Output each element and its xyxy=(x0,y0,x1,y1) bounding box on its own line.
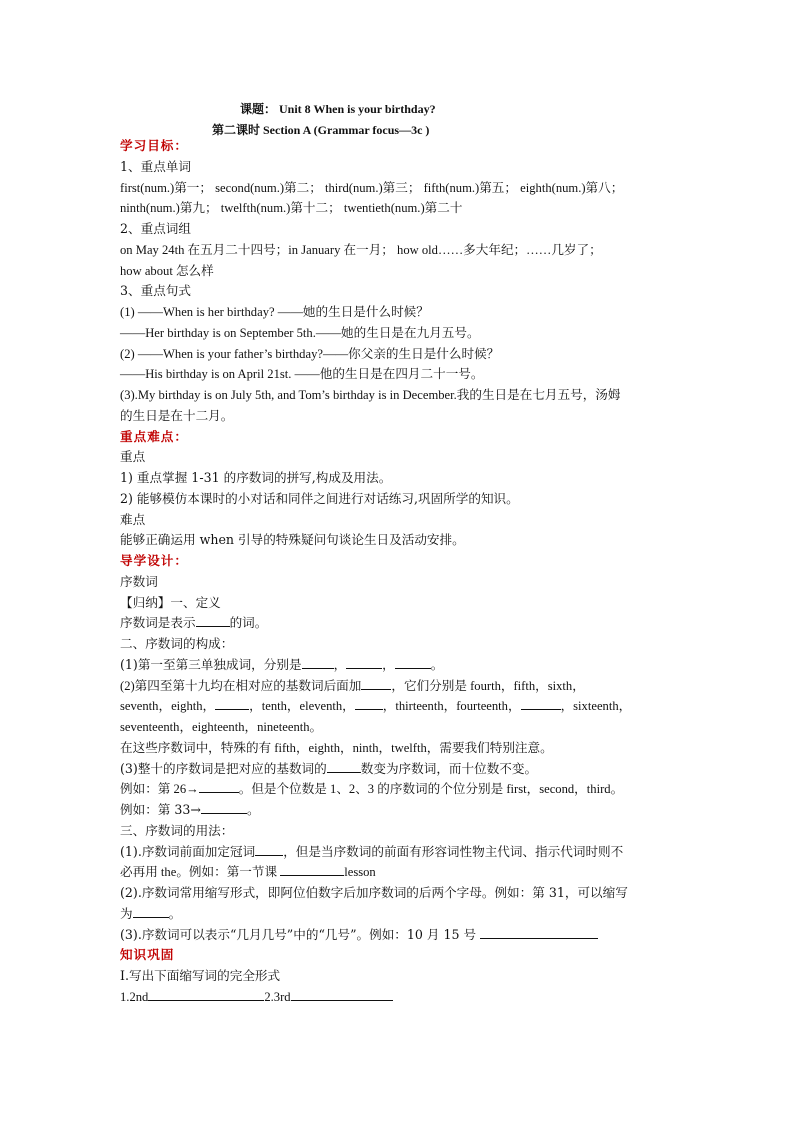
fill-blank[interactable] xyxy=(201,801,247,814)
fill-blank[interactable] xyxy=(361,677,391,690)
exercise-items: 1.2nd 2.3rd xyxy=(120,987,676,1008)
usage-3: (3).序数词可以表示“几月几号”中的“几号”。例如：10 月 15 号 xyxy=(120,925,676,946)
phrases-line-1: on May 24th 在五月二十四号；in January 在一月； how old……多大年纪；……几岁了； xyxy=(120,242,602,257)
sentence-1: (1) ——When is her birthday? ——她的生日是什么时候？ xyxy=(120,305,429,319)
fill-blank[interactable] xyxy=(480,926,598,939)
usage-heading: 三、序数词的用法： xyxy=(120,822,234,838)
fill-blank[interactable] xyxy=(215,697,249,710)
exercise-heading: Ⅰ.写出下面缩写词的完全形式 xyxy=(120,968,281,983)
objectives-heading: 学习目标： xyxy=(120,138,188,153)
fill-blank[interactable] xyxy=(291,988,393,1001)
formation-7: 例如：第 26→ 。但是个位数是 1、2、3 的序数词的个位分别是 first，second，third。 xyxy=(120,782,624,797)
hard-label: 难点 xyxy=(120,511,146,527)
fill-blank[interactable] xyxy=(395,656,431,669)
key-label: 重点 xyxy=(120,449,146,465)
fill-blank[interactable] xyxy=(199,780,239,793)
formation-8: 例如：第 33→ 。 xyxy=(120,802,260,817)
fill-blank[interactable] xyxy=(327,760,361,773)
hard-point-1: 能够正确运用 when 引导的特殊疑问句谈论生日及活动安排。 xyxy=(120,532,465,548)
usage-2: (2).序数词常用缩写形式，即阿位伯数字后加序数词的后两个字母。例如：第 31，可以缩写 xyxy=(120,885,628,900)
sentence-1-answer: ——Her birthday is on September 5th.——她的生日是在九月五号。 xyxy=(120,325,480,340)
sentence-3-cont: 的生日是在十二月。 xyxy=(120,407,234,423)
formation-4: seventeenth，eighteenth，nineteenth。 xyxy=(120,720,323,734)
formation-3: seventh，eighth， ，tenth，eleventh， ，thirteenth，fourteenth， ，sixteenth， xyxy=(120,699,632,714)
ordinal-label: 序数词 xyxy=(120,573,158,589)
fill-blank[interactable] xyxy=(196,614,230,627)
fill-blank[interactable] xyxy=(255,843,283,856)
formation-heading: 二、序数词的构成： xyxy=(120,636,234,651)
key-words-line-1: first(num.)第一； second(num.)第二； third(num.)第三； fifth(num.)第五； eighth(num.)第八； xyxy=(120,180,624,195)
key-point-2: 2) 能够模仿本课时的小对话和同伴之间进行对话练习,巩固所学的知识。 xyxy=(120,490,519,506)
fill-blank[interactable] xyxy=(133,905,169,918)
usage-2-cont: 为 。 xyxy=(120,905,182,921)
difficulty-heading: 重点难点： xyxy=(120,428,188,444)
fill-blank[interactable] xyxy=(346,656,382,669)
fill-blank[interactable] xyxy=(521,697,561,710)
formation-6: (3)整十的序数词是把对应的基数词的 数变为序数词，而十位数不变。 xyxy=(120,760,538,776)
formation-1: (1)第一至第三单独成词，分别是 ， ， 。 xyxy=(120,656,444,672)
sentence-2-answer: ——His birthday is on April 21st. ——他的生日是在四月二十一号。 xyxy=(120,367,484,382)
sentence-2: (2) ——When is your father’s birthday?——你父亲的生日是什么时候？ xyxy=(120,346,500,361)
key-words-line-2: ninth(num.)第九； twelfth(num.)第十二； twentieth(num.)第二十 xyxy=(120,201,463,216)
consolidation-heading: 知识巩固 xyxy=(120,947,175,963)
fill-blank[interactable] xyxy=(302,656,334,669)
formation-5: 在这些序数词中，特殊的有 fifth，eighth，ninth，twelfth，需要我们特别注意。 xyxy=(120,740,553,755)
key-words-heading: 1、重点单词 xyxy=(120,158,191,174)
document-body xyxy=(120,136,676,1008)
definition-line: 序数词是表示 的词。 xyxy=(120,615,268,631)
phrases-line-2: how about 怎么样 xyxy=(120,263,214,278)
summary-definition: 【归纳】一、定义 xyxy=(120,594,221,610)
phrases-heading: 2、重点词组 xyxy=(120,221,191,236)
usage-1-cont: 必再用 the。例如：第一节课 lesson xyxy=(120,865,376,880)
fill-blank[interactable] xyxy=(148,988,264,1001)
sentences-heading: 3、重点句式 xyxy=(120,283,191,299)
fill-blank[interactable] xyxy=(355,697,383,710)
formation-2: (2)第四至第十九均在相对应的基数词后面加 ，它们分别是 fourth，fifth，sixth， xyxy=(120,678,585,693)
key-point-1: 1) 重点掌握 1-31 的序数词的拼写,构成及用法。 xyxy=(120,470,392,485)
title-line-1: 课题： Unit 8 When is your birthday? xyxy=(240,102,436,116)
usage-1: (1).序数词前面加定冠词 ，但是当序数词的前面有形容词性物主代词、指示代词时则不 xyxy=(120,843,624,859)
sentence-3: (3).My birthday is on July 5th, and Tom’s birthday is in December.我的生日是在七月五号，汤姆 xyxy=(120,388,621,402)
design-heading: 导学设计： xyxy=(120,553,188,568)
fill-blank[interactable] xyxy=(280,863,344,876)
title-line-2: 第二课时 Section A (Grammar focus—3c ) xyxy=(212,123,430,137)
